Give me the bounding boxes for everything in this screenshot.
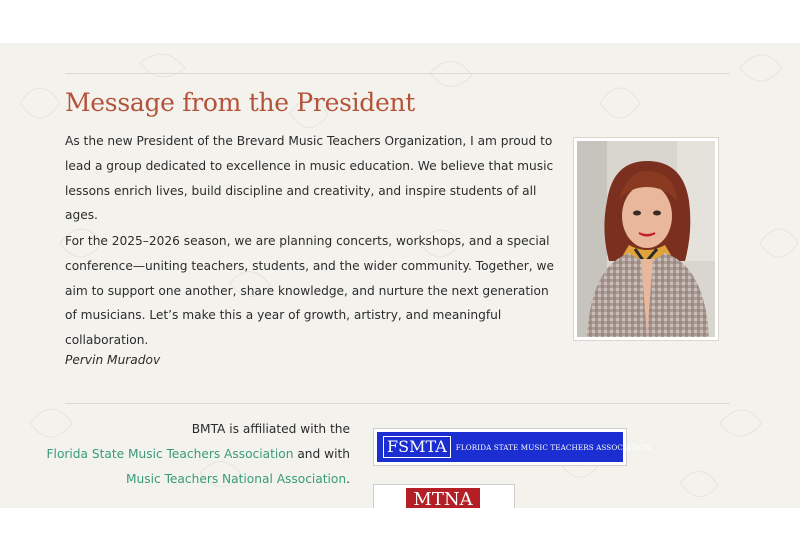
president-signature: Pervin Muradov: [65, 353, 161, 367]
content-section: [0, 43, 800, 508]
mtna-link[interactable]: Music Teachers National Association: [126, 472, 347, 486]
affiliation-period: .: [346, 472, 350, 486]
top-divider: [65, 73, 730, 74]
fsmta-logo[interactable]: [373, 428, 651, 466]
affiliation-intro: BMTA is affiliated with the: [191, 422, 350, 436]
mtna-logo[interactable]: [373, 484, 515, 508]
fsmta-logo-abbr: FSMTA: [383, 436, 451, 458]
affiliation-and-with: and with: [293, 447, 350, 461]
bottom-divider: [65, 403, 730, 404]
fsmta-logo-banner: [377, 432, 651, 462]
fsmta-link[interactable]: Florida State Music Teachers Association: [46, 447, 294, 461]
fsmta-logo-fullname: FLORIDA STATE MUSIC TEACHERS ASSOCIATION: [455, 442, 651, 452]
message-paragraph-1: As the new President of the Brevard Music Teachers Organization, I am proud to lead a group dedicated to excellence in music education. We believe that music lessons enrich lives, build discipline and creativity, and inspire students of all ages.: [65, 134, 554, 223]
page-title: Message from the President: [65, 88, 416, 117]
president-portrait-image: [577, 141, 715, 337]
mtna-logo-abbr: MTNA: [406, 488, 480, 508]
president-photo: [573, 137, 719, 341]
message-paragraph-2: For the 2025–2026 season, we are planning concerts, workshops, and a special conference—uniting teachers, students, and the wider community. Together, we aim to support one another, share knowledge, and nurture the next generation of musicians. Let’s make this a year of growth, artistry, and meaningful collaboration.: [65, 234, 554, 348]
affiliation-text: [30, 417, 350, 492]
